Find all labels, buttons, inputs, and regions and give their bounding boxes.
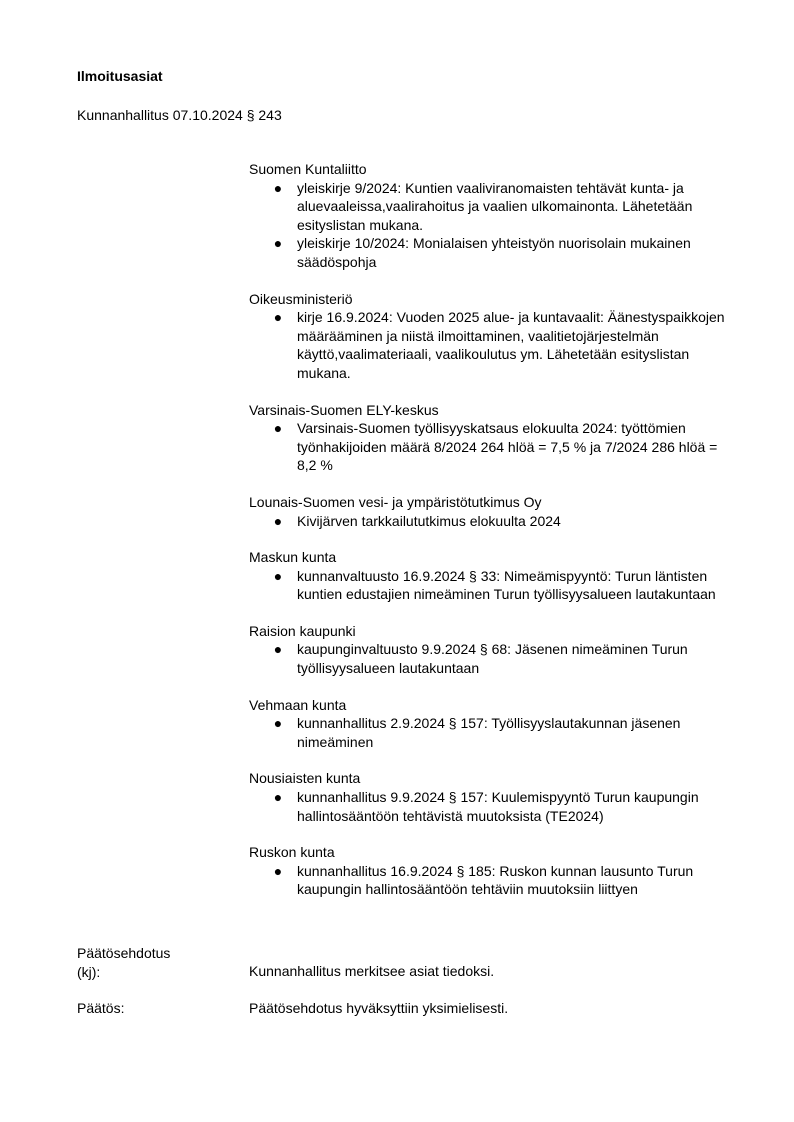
- notice-text: kirje 16.9.2024: Vuoden 2025 alue- ja kuntavaalit: Äänestyspaikkojen määrääminen ja niistä ilmoittaminen, vaalitietojärjestelmän käyttö,vaalimateriaali, vaalikoulutus ym. Lähetetään esityslistan mukana.: [297, 309, 725, 381]
- organization-name: Raision kaupunki: [249, 622, 356, 639]
- notice-items: [249, 308, 739, 382]
- notice-items: [249, 512, 739, 531]
- notice-items: [249, 419, 739, 475]
- notice-items: [249, 179, 739, 272]
- notice-item: [249, 234, 739, 271]
- bullet-icon: ●: [273, 235, 283, 252]
- decision-label: Päätös:: [77, 1000, 125, 1016]
- bullet-icon: ●: [273, 789, 283, 806]
- bullet-icon: ●: [273, 420, 283, 437]
- bullet-icon: ●: [273, 309, 283, 326]
- notice-items: [249, 640, 739, 677]
- notice-text: kunnanhallitus 9.9.2024 § 157: Kuulemispyyntö Turun kaupungin hallintosääntöön tehtävistä muutoksista (TE2024): [297, 789, 699, 824]
- proposal-label: [77, 944, 170, 981]
- notice-item: [249, 567, 739, 604]
- notice-text: kaupunginvaltuusto 9.9.2024 § 68: Jäsenen nimeäminen Turun työllisyysalueen lautakuntaan: [297, 641, 688, 677]
- document-title: Ilmoitusasiat: [77, 68, 163, 84]
- notice-text: kunnanhallitus 16.9.2024 § 185: Ruskon kunnan lausunto Turun kaupungin hallintosääntöön tehtäviin muutoksiin liittyen: [297, 862, 694, 898]
- notice-item: [249, 640, 739, 677]
- notice-text: Varsinais-Suomen työllisyyskatsaus elokuulta 2024: työttömien työnhakijoiden määrä 8/2024 264 hlöä = 7,5 % ja 7/2024 286 hlöä = 8,2 %: [297, 420, 718, 474]
- notice-item: [249, 512, 739, 531]
- notice-section: [249, 290, 739, 383]
- organization-name: Suomen Kuntaliitto: [249, 161, 367, 177]
- organization-name: Maskun kunta: [249, 549, 337, 566]
- organization-name: Nousiaisten kunta: [249, 770, 361, 787]
- organization-name: Ruskon kunta: [249, 844, 335, 861]
- organization-name: Oikeusministeriö: [249, 290, 353, 307]
- notice-section: [249, 401, 739, 475]
- proposal-label-line2: (kj):: [77, 963, 101, 980]
- bullet-icon: ●: [273, 862, 283, 879]
- bullet-icon: ●: [273, 179, 283, 196]
- notice-item: [249, 308, 739, 382]
- bullet-icon: ●: [273, 512, 283, 529]
- bullet-icon: ●: [273, 567, 283, 584]
- notice-text: kunnanvaltuusto 16.9.2024 § 33: Nimeämispyyntö: Turun läntisten kuntien edustajien nimeäminen Turun työllisyysalueen lautakuntaan: [297, 567, 716, 603]
- notice-items: [249, 714, 739, 751]
- notice-section: [249, 696, 739, 752]
- organization-name: Varsinais-Suomen ELY-keskus: [249, 401, 439, 418]
- notice-section: [249, 769, 739, 825]
- notice-text: yleiskirje 10/2024: Monialaisen yhteistyön nuorisolain mukainen säädöspohja: [297, 235, 691, 270]
- bullet-icon: ●: [273, 641, 283, 658]
- proposal-label-line1: Päätösehdotus: [77, 945, 171, 961]
- organization-name: Vehmaan kunta: [249, 696, 347, 713]
- notice-item: [249, 714, 739, 751]
- decision-text: Päätösehdotus hyväksyttiin yksimielisesti.: [249, 1000, 509, 1016]
- notice-section: [249, 622, 739, 678]
- notice-items: [249, 862, 739, 899]
- notice-section: [249, 160, 739, 272]
- notice-text: Kivijärven tarkkailututkimus elokuulta 2024: [297, 512, 561, 529]
- notice-items: [249, 788, 739, 825]
- notices-list: [249, 160, 739, 917]
- notice-section: [249, 843, 739, 899]
- notice-section: [249, 548, 739, 604]
- notice-section: [249, 493, 739, 530]
- notice-item: [249, 179, 739, 235]
- meeting-reference: Kunnanhallitus 07.10.2024 § 243: [77, 107, 282, 123]
- proposal-text: Kunnanhallitus merkitsee asiat tiedoksi.: [249, 963, 495, 979]
- notice-item: [249, 788, 739, 825]
- notice-item: [249, 419, 739, 475]
- bullet-icon: ●: [273, 715, 283, 732]
- organization-name: Lounais-Suomen vesi- ja ympäristötutkimus Oy: [249, 493, 542, 510]
- notice-item: [249, 862, 739, 899]
- notice-text: yleiskirje 9/2024: Kuntien vaaliviranomaisten tehtävät kunta- ja aluevaaleissa,vaalirahoitus ja vaalien ulkomainonta. Lähetetään esityslistan mukana.: [297, 179, 693, 233]
- notice-items: [249, 567, 739, 604]
- notice-text: kunnanhallitus 2.9.2024 § 157: Työllisyyslautakunnan jäsenen nimeäminen: [297, 715, 681, 750]
